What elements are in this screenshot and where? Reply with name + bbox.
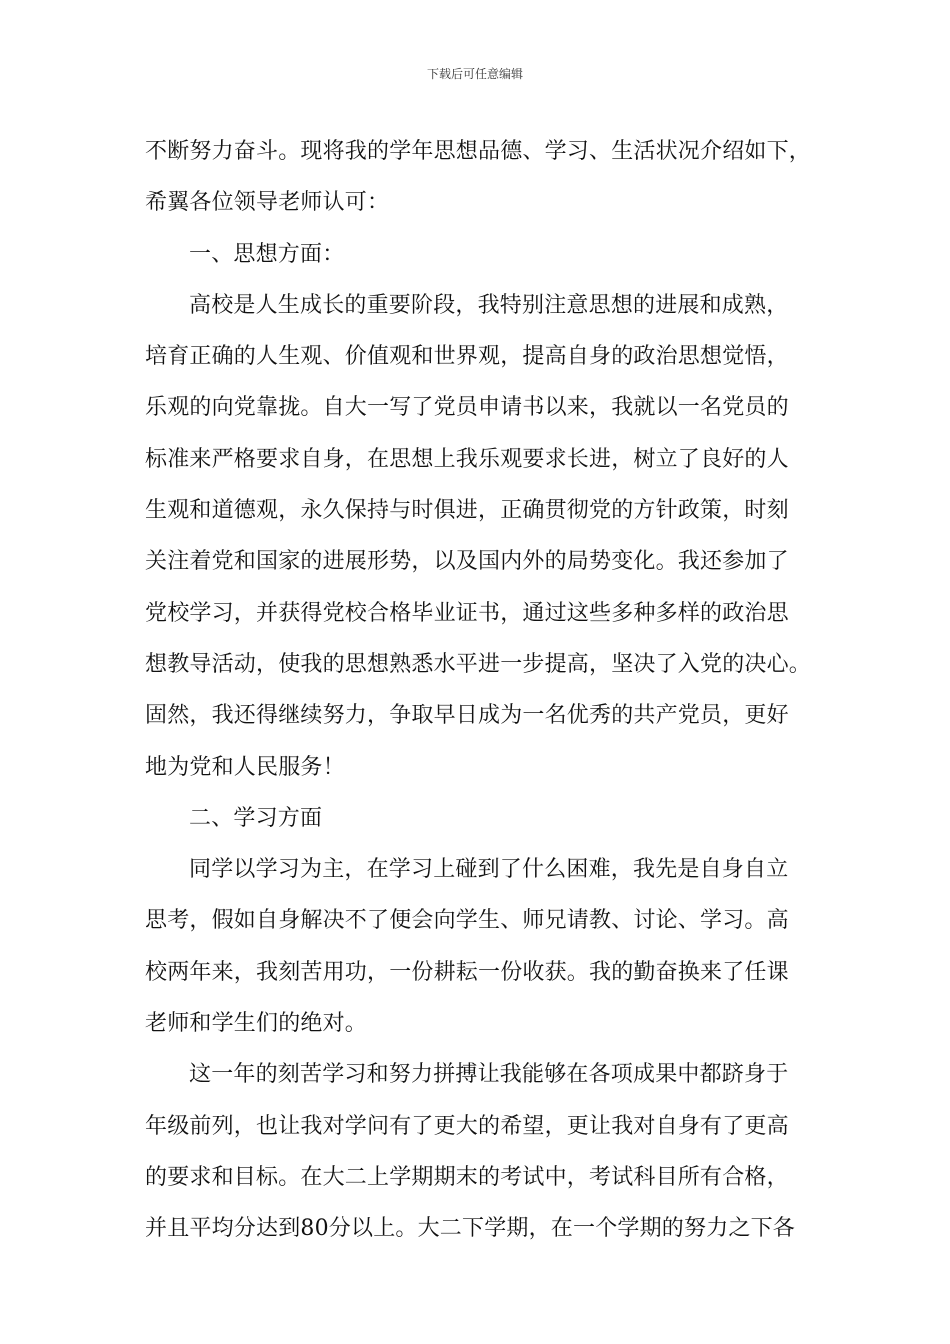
text-line: 乐观的向党靠拢。自大一写了党员申请书以来，我就以一名党员的 [145,395,789,421]
text-line: 年级前列，也让我对学问有了更大的希望，更让我对自身有了更高 [145,1113,789,1139]
text-line: 想教导活动，使我的思想熟悉水平进一步提高，坚决了入党的决心。 [145,651,812,677]
text-line: 这一年的刻苦学习和努力拼搏让我能够在各项成果中都跻身于 [189,1062,789,1088]
text-line: 生观和道德观，永久保持与时俱进，正确贯彻党的方针政策，时刻 [145,498,789,524]
text-line: 并且平均分达到80分以上。大二下学期，在一个学期的努力之下各 [145,1216,795,1242]
section-heading: 二、学习方面 [189,805,323,831]
text-line: 培育正确的人生观、价值观和世界观，提高自身的政治思想觉悟， [145,344,789,370]
text-line: 思考，假如自身解决不了便会向学生、师兄请教、讨论、学习。高 [145,908,789,934]
document-body [145,126,810,1255]
text-line: 同学以学习为主，在学习上碰到了什么困难，我先是自身自立 [189,857,789,883]
text-line: 校两年来，我刻苦用功，一份耕耘一份收获。我的勤奋换来了任课 [145,959,789,985]
text-line: 的要求和目标。在大二上学期期末的考试中，考试科目所有合格， [145,1164,789,1190]
text-line: 不断努力奋斗。现将我的学年思想品德、学习、生活状况介绍如下， [145,139,812,164]
text-line: 标准来严格要求自身，在思想上我乐观要求长进，树立了良好的人 [145,446,789,472]
text-line: 高校是人生成长的重要阶段，我特别注意思想的进展和成熟， [189,292,789,318]
text-line: 关注着党和国家的进展形势，以及国内外的局势变化。我还参加了 [145,549,789,575]
text-line: 老师和学生们的绝对。 [145,1011,368,1037]
text-line: 地为党和人民服务！ [145,754,345,780]
text-line: 党校学习，并获得党校合格毕业证书，通过这些多种多样的政治思 [145,600,789,626]
text-line: 希翼各位领导老师认可： [145,190,390,216]
page-header: 下载后可任意编辑 [426,67,523,81]
section-heading: 一、思想方面： [189,241,345,267]
text-line: 固然，我还得继续努力，争取早日成为一名优秀的共产党员，更好 [145,703,789,729]
